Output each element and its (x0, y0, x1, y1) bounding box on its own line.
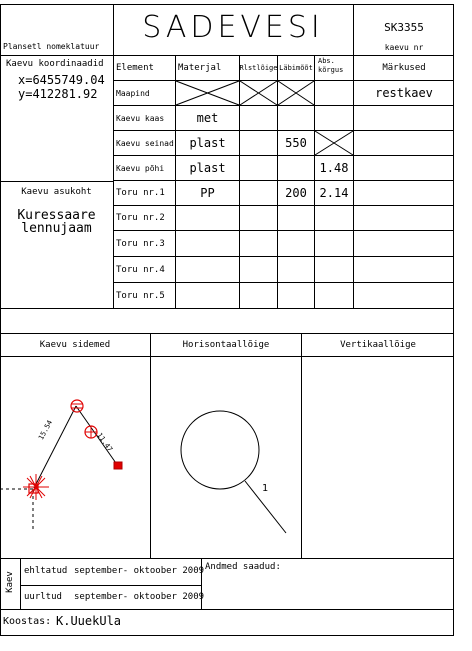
col-header-slope: Rlstlõige (239, 64, 278, 72)
surveyed-label: uurltud (24, 592, 62, 602)
row-element: Toru nr.1 (116, 188, 165, 198)
well-number-label: kaevu nr (384, 43, 424, 52)
compiled-label: Koostas: (3, 616, 52, 627)
col-header-remarks: Märkused (382, 63, 426, 73)
card-title: SADEVESI (142, 10, 324, 45)
row-element: Toru nr.3 (116, 238, 165, 249)
row-material: plast (189, 161, 226, 175)
row-material: plast (189, 136, 226, 150)
section-marker: 1 (262, 483, 269, 494)
coordinate-y: y=412281.92 (18, 87, 98, 101)
location-value-1: Kuressaare (17, 208, 96, 223)
footer-side-label: Kaev (5, 571, 15, 593)
col-header-element: Element (116, 63, 154, 73)
coordinates-label: Kaevu koordinaadid (6, 59, 104, 69)
pipe-length-label-b: 11.47 (95, 431, 114, 454)
row-material: PP (200, 186, 215, 200)
row-element: Toru nr.5 (116, 290, 165, 301)
well-number: SK3355 (384, 21, 424, 34)
row-element: Maapind (116, 88, 150, 98)
col-header-abs-1: Abs. (318, 57, 335, 65)
row-remarks: restkaev (375, 86, 433, 100)
location-value-2: lennujaam (21, 221, 92, 236)
col-header-material: Materjal (178, 63, 222, 73)
row-element: Kaevu kaas (116, 113, 165, 123)
surveyed-value: september- oktoober 2009 (74, 592, 205, 602)
connections-heading: Kaevu sidemed (39, 340, 111, 350)
row-material: met (196, 111, 219, 125)
horizontal-section-heading: Horisontaallõige (182, 340, 270, 350)
col-header-diameter: Läbimõõt (279, 64, 313, 72)
row-abs-height: 1.48 (319, 161, 349, 175)
plan-nomenclature-label: Plansetl nomeklatuur (3, 42, 100, 51)
col-header-abs-2: kõrgus (318, 66, 344, 74)
row-element: Toru nr.2 (116, 213, 165, 223)
horizontal-section-sketch (181, 411, 286, 533)
pipe-length-label-a: 15.54 (37, 418, 55, 442)
row-element: Kaevu seinad (116, 138, 174, 148)
compiled-value: K.UuekUla (56, 614, 122, 628)
connections-sketch (0, 400, 122, 530)
row-element: Kaevu põhi (116, 163, 165, 173)
data-received-label: Andmed saadud: (205, 562, 281, 572)
coordinate-x: x=6455749.04 (18, 73, 105, 87)
row-abs-height: 2.14 (319, 186, 349, 200)
location-label: Kaevu asukoht (21, 187, 92, 197)
made-label: ehltatud (24, 566, 68, 576)
row-diameter: 550 (285, 136, 307, 150)
row-element: Toru nr.4 (116, 264, 165, 275)
row-diameter: 200 (285, 186, 307, 200)
vertical-section-heading: Vertikaallõige (340, 340, 416, 350)
made-value: september- oktoober 2009 (74, 566, 205, 576)
